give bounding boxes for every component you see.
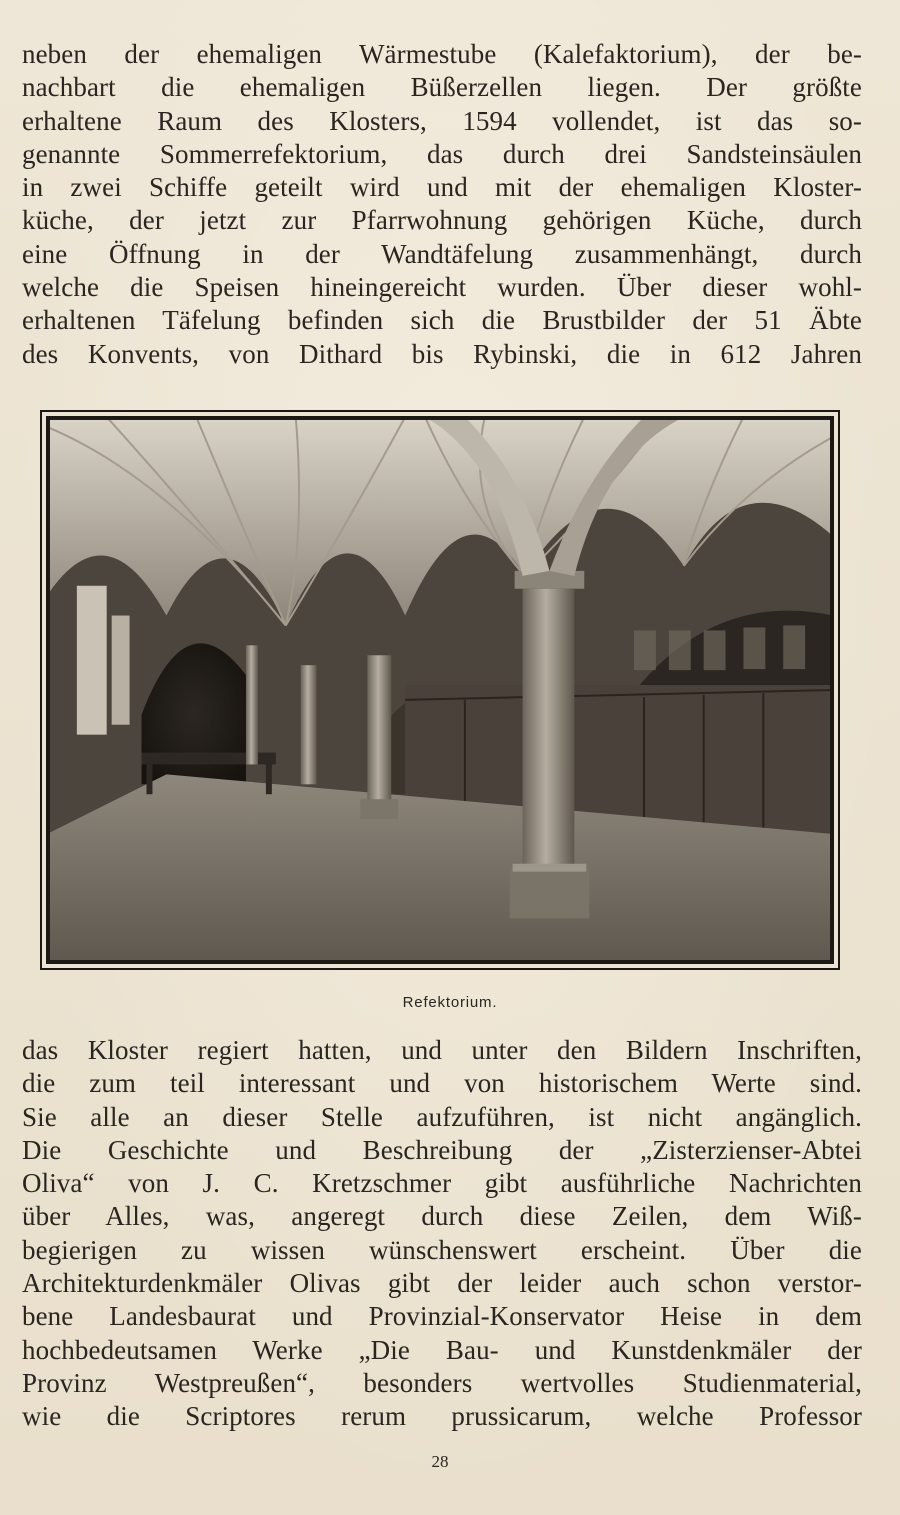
vaulted-hall-illustration [47, 417, 833, 963]
text-line: erhaltenen Täfelung befinden sich die Brustbilder der 51 Äbte [22, 305, 862, 336]
text-line: neben der ehemaligen Wärmestube (Kalefaktorium), der be- [22, 39, 862, 69]
text-line: Die Geschichte und Beschreibung der „Zisterzienser-Abtei [22, 1134, 862, 1165]
refectory-photograph [46, 416, 834, 964]
text-line: begierigen zu wissen wünschenswert erscheint. Über die [22, 1234, 862, 1265]
text-line: das Kloster regiert hatten, und unter den Bildern Inschriften, [22, 1035, 862, 1065]
text-line: wie die Scriptores rerum prussicarum, welche Professor [22, 1401, 862, 1432]
text-line: nachbart die ehemaligen Büßerzellen liegen. Der größte [22, 72, 862, 103]
page-number: 28 [431, 1452, 449, 1471]
text-line: des Konvents, von Dithard bis Rybinski, die in 612 Jahren [22, 338, 862, 369]
refectory-photograph-frame [40, 410, 840, 970]
text-line: welche die Speisen hineingereicht wurden. Über dieser wohl- [22, 272, 862, 303]
text-line: genannte Sommerrefektorium, das durch drei Sandsteinsäulen [22, 138, 862, 169]
text-line: die zum teil interessant und von historischem Werte sind. [22, 1068, 862, 1099]
figure-caption: Refektorium. [402, 994, 498, 1011]
text-line: hochbedeutsamen Werke „Die Bau- und Kunstdenkmäler der [22, 1334, 862, 1365]
paragraph-bottom [22, 1034, 862, 1434]
text-line: bene Landesbaurat und Provinzial-Konservator Heise in dem [22, 1301, 862, 1332]
text-line: Provinz Westpreußen“, besonders wertvolles Studienmaterial, [22, 1367, 862, 1398]
text-line: erhaltene Raum des Klosters, 1594 vollendet, ist das so- [22, 105, 862, 136]
text-line: Oliva“ von J. C. Kretzschmer gibt ausführliche Nachrichten [22, 1168, 862, 1199]
text-line: in zwei Schiffe geteilt wird und mit der ehemaligen Kloster- [22, 172, 862, 203]
text-line: küche, der jetzt zur Pfarrwohnung gehörigen Küche, durch [22, 205, 862, 236]
paragraph-top [22, 38, 862, 371]
text-line: über Alles, was, angeregt durch diese Zeilen, dem Wiß- [22, 1201, 862, 1232]
text-line: Architekturdenkmäler Olivas gibt der leider auch schon verstor- [22, 1268, 862, 1299]
text-line: Sie alle an dieser Stelle aufzuführen, ist nicht angänglich. [22, 1101, 862, 1132]
text-line: eine Öffnung in der Wandtäfelung zusammenhängt, durch [22, 238, 862, 269]
